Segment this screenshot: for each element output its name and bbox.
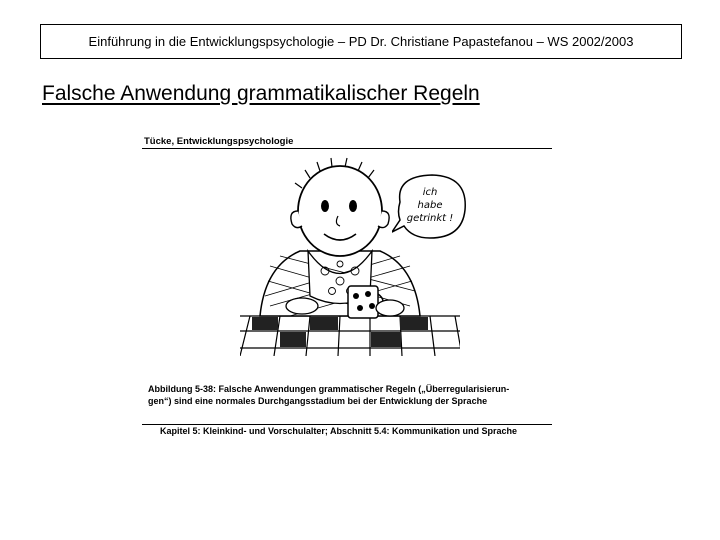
course-header-text: Einführung in die Entwicklungspsychologie – PD Dr. Christiane Papastefanou – WS 2002/2003 [88, 34, 634, 49]
caption-line-2: gen“) sind eine normales Durchgangsstadium bei der Entwicklung der Sprache [148, 395, 488, 406]
speech-bubble-text [402, 186, 458, 225]
bottom-rule [142, 424, 552, 425]
course-header-box [40, 24, 682, 59]
chapter-reference: Kapitel 5: Kleinkind- und Vorschulalter; Abschnitt 5.4: Kommunikation und Sprache [160, 426, 518, 436]
child-head [298, 166, 382, 256]
bubble-line-1: ich [422, 187, 438, 198]
bubble-line-2: habe [417, 200, 443, 211]
top-rule [142, 148, 552, 149]
caption-line-1: Abbildung 5-38: Falsche Anwendungen grammatischer Regeln („Überregularisierun- [148, 384, 510, 394]
scanned-figure [140, 128, 556, 440]
slide-title: Falsche Anwendung grammatikalischer Regeln [42, 82, 480, 105]
figure-caption [148, 384, 548, 407]
cup [348, 286, 378, 318]
bubble-line-3: getrinkt ! [406, 213, 454, 224]
book-header: Tücke, Entwicklungspsychologie [144, 136, 294, 147]
